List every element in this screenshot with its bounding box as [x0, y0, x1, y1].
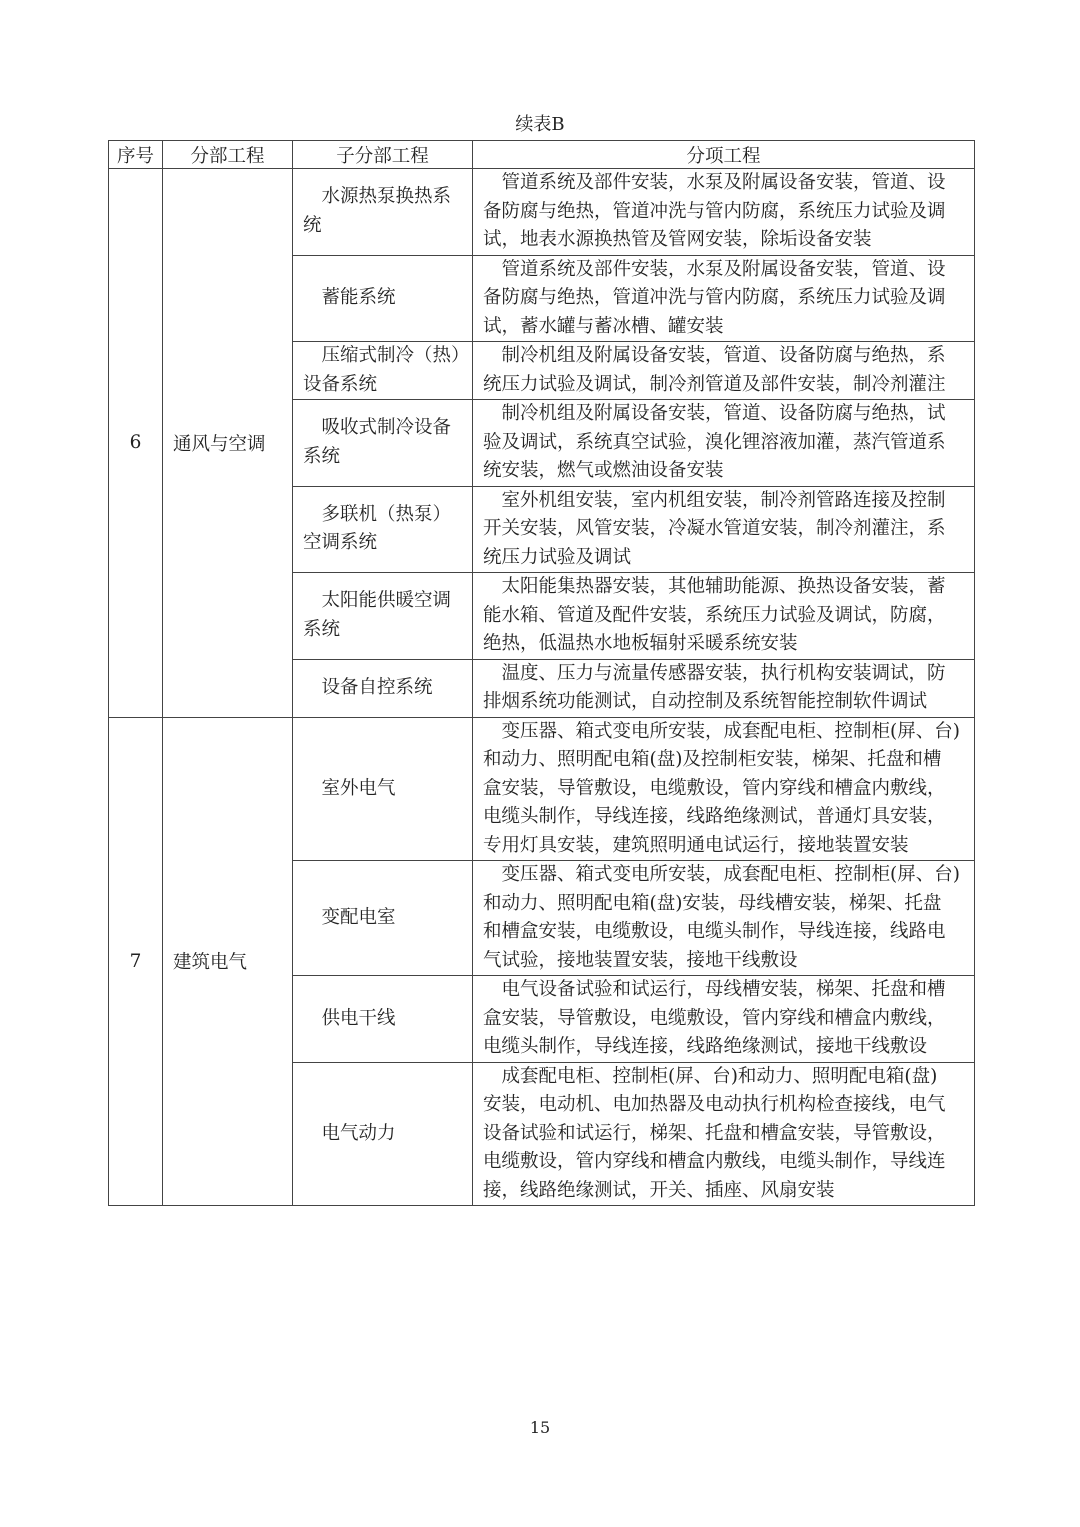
subdivision-line: 供电干线: [321, 1007, 396, 1029]
subdivision-line: 太阳能供暖空调: [321, 590, 452, 612]
items-cell: [473, 717, 975, 861]
subdivision-cell: [293, 255, 473, 342]
item-line: 统压力试验及调试: [483, 546, 632, 568]
item-line: 备防腐与绝热，管道冲洗与管内防腐，系统压力试验及调: [483, 200, 946, 222]
subdivision-line: 统: [303, 214, 322, 236]
item-line: 成套配电柜、控制柜(屏、台)和动力、照明配电箱(盘): [501, 1065, 938, 1087]
items-cell: [473, 255, 975, 342]
row-number: 6: [109, 169, 163, 718]
page-number: 15: [529, 1418, 551, 1437]
item-line: 试，蓄水罐与蓄冰槽、罐安装: [483, 315, 724, 337]
row-number: 7: [109, 717, 163, 1206]
item-line: 和槽盒安装，电缆敷设，电缆头制作，导线连接，线路电: [483, 921, 946, 942]
item-line: 制冷机组及附属设备安装，管道、设备防腐与绝热，系: [501, 345, 946, 366]
item-line: 统安装，燃气或燃油设备安装: [483, 460, 724, 481]
subdivision-cell: [293, 861, 473, 976]
items-cell: [473, 400, 975, 487]
items-cell: [473, 1062, 975, 1206]
items-cell: [473, 659, 975, 717]
subdivision-line: 压缩式制冷（热）: [321, 345, 470, 366]
subdivision-line: 系统: [303, 618, 341, 640]
header-subdivision: 子分部工程: [293, 141, 473, 169]
table-row: [109, 169, 975, 256]
header-number: 序号: [109, 141, 163, 169]
table-row: [109, 717, 975, 861]
item-line: 电气设备试验和试运行，母线槽安装，梯架、托盘和槽: [501, 979, 946, 1000]
division-name: 通风与空调: [163, 169, 293, 718]
subdivision-line: 设备系统: [303, 373, 378, 395]
item-line: 室外机组安装，室内机组安装，制冷剂管路连接及控制: [501, 489, 946, 511]
subdivision-cell: [293, 486, 473, 573]
subdivision-line: 多联机（热泵）: [321, 503, 452, 525]
subdivision-cell: [293, 573, 473, 660]
subdivision-cell: [293, 342, 473, 400]
subdivision-line: 系统: [303, 445, 341, 467]
item-line: 管道系统及部件安装，水泵及附属设备安装，管道、设: [501, 172, 946, 193]
item-line: 绝热，低温热水地板辐射采暖系统安装: [483, 633, 798, 654]
item-line: 电缆头制作，导线连接，线路绝缘测试，普通灯具安装，: [483, 806, 946, 827]
division-name: 建筑电气: [163, 717, 293, 1206]
item-line: 电缆敷设，管内穿线和槽盒内敷线，电缆头制作，导线连: [483, 1151, 946, 1172]
item-line: 盒安装，导管敷设，电缆敷设，管内穿线和槽盒内敷线，: [483, 1007, 946, 1029]
items-cell: [473, 573, 975, 660]
item-line: 温度、压力与流量传感器安装，执行机构安装调试，防: [501, 662, 946, 684]
subdivision-line: 吸收式制冷设备: [321, 417, 452, 439]
header-items: 分项工程: [473, 141, 975, 169]
subdivision-cell: [293, 659, 473, 717]
items-cell: [473, 342, 975, 400]
item-line: 设备试验和试运行，梯架、托盘和槽盒安装，导管敷设，: [483, 1122, 946, 1144]
item-line: 盒安装，导管敷设，电缆敷设，管内穿线和槽盒内敷线，: [483, 777, 946, 799]
construction-division-table: [108, 140, 975, 1206]
subdivision-line: 水源热泵换热系: [321, 186, 452, 208]
subdivision-line: 室外电气: [321, 777, 396, 799]
item-line: 气试验，接地装置安装，接地干线敷设: [483, 949, 798, 971]
items-cell: [473, 976, 975, 1063]
item-line: 变压器、箱式变电所安装，成套配电柜、控制柜(屏、台): [501, 864, 960, 885]
item-line: 电缆头制作，导线连接，线路绝缘测试，接地干线敷设: [483, 1036, 928, 1057]
table-caption: 续表B: [515, 114, 565, 135]
items-cell: [473, 169, 975, 256]
subdivision-cell: [293, 400, 473, 487]
subdivision-line: 蓄能系统: [321, 287, 396, 308]
item-line: 排烟系统功能测试，自动控制及系统智能控制软件调试: [483, 691, 928, 712]
items-cell: [473, 861, 975, 976]
item-line: 安装，电动机、电加热器及电动执行机构检查接线，电气: [483, 1094, 946, 1115]
item-line: 接，线路绝缘测试，开关、插座、风扇安装: [483, 1179, 835, 1201]
subdivision-line: 变配电室: [321, 906, 396, 928]
item-line: 试，地表水源换热管及管网安装，除垢设备安装: [483, 229, 872, 250]
subdivision-cell: [293, 976, 473, 1063]
item-line: 能水箱、管道及配件安装，系统压力试验及调试，防腐，: [483, 604, 946, 626]
item-line: 变压器、箱式变电所安装，成套配电柜、控制柜(屏、台): [501, 720, 960, 742]
subdivision-line: 设备自控系统: [321, 676, 433, 698]
item-line: 备防腐与绝热，管道冲洗与管内防腐，系统压力试验及调: [483, 287, 946, 308]
table-body: [109, 169, 975, 1206]
item-line: 和动力、照明配电箱(盘)及控制柜安装，梯架、托盘和槽: [483, 749, 942, 770]
item-line: 管道系统及部件安装，水泵及附属设备安装，管道、设: [501, 258, 946, 280]
item-line: 统压力试验及调试，制冷剂管道及部件安装，制冷剂灌注: [483, 373, 946, 395]
subdivision-cell: [293, 1062, 473, 1206]
item-line: 验及调试，系统真空试验，溴化锂溶液加灌，蒸汽管道系: [483, 431, 946, 453]
subdivision-line: 空调系统: [303, 532, 378, 554]
items-cell: [473, 486, 975, 573]
header-division: 分部工程: [163, 141, 293, 169]
item-line: 专用灯具安装，建筑照明通电试运行，接地装置安装: [483, 834, 909, 856]
item-line: 制冷机组及附属设备安装，管道、设备防腐与绝热，试: [501, 403, 946, 424]
subdivision-cell: [293, 169, 473, 256]
item-line: 开关安装，风管安装，冷凝水管道安装，制冷剂灌注，系: [483, 518, 946, 539]
subdivision-cell: [293, 717, 473, 861]
item-line: 太阳能集热器安装，其他辅助能源、换热设备安装，蓄: [501, 576, 946, 597]
item-line: 和动力、照明配电箱(盘)安装，母线槽安装，梯架、托盘: [483, 892, 942, 914]
table-header-row: [109, 141, 975, 169]
subdivision-line: 电气动力: [321, 1122, 396, 1144]
